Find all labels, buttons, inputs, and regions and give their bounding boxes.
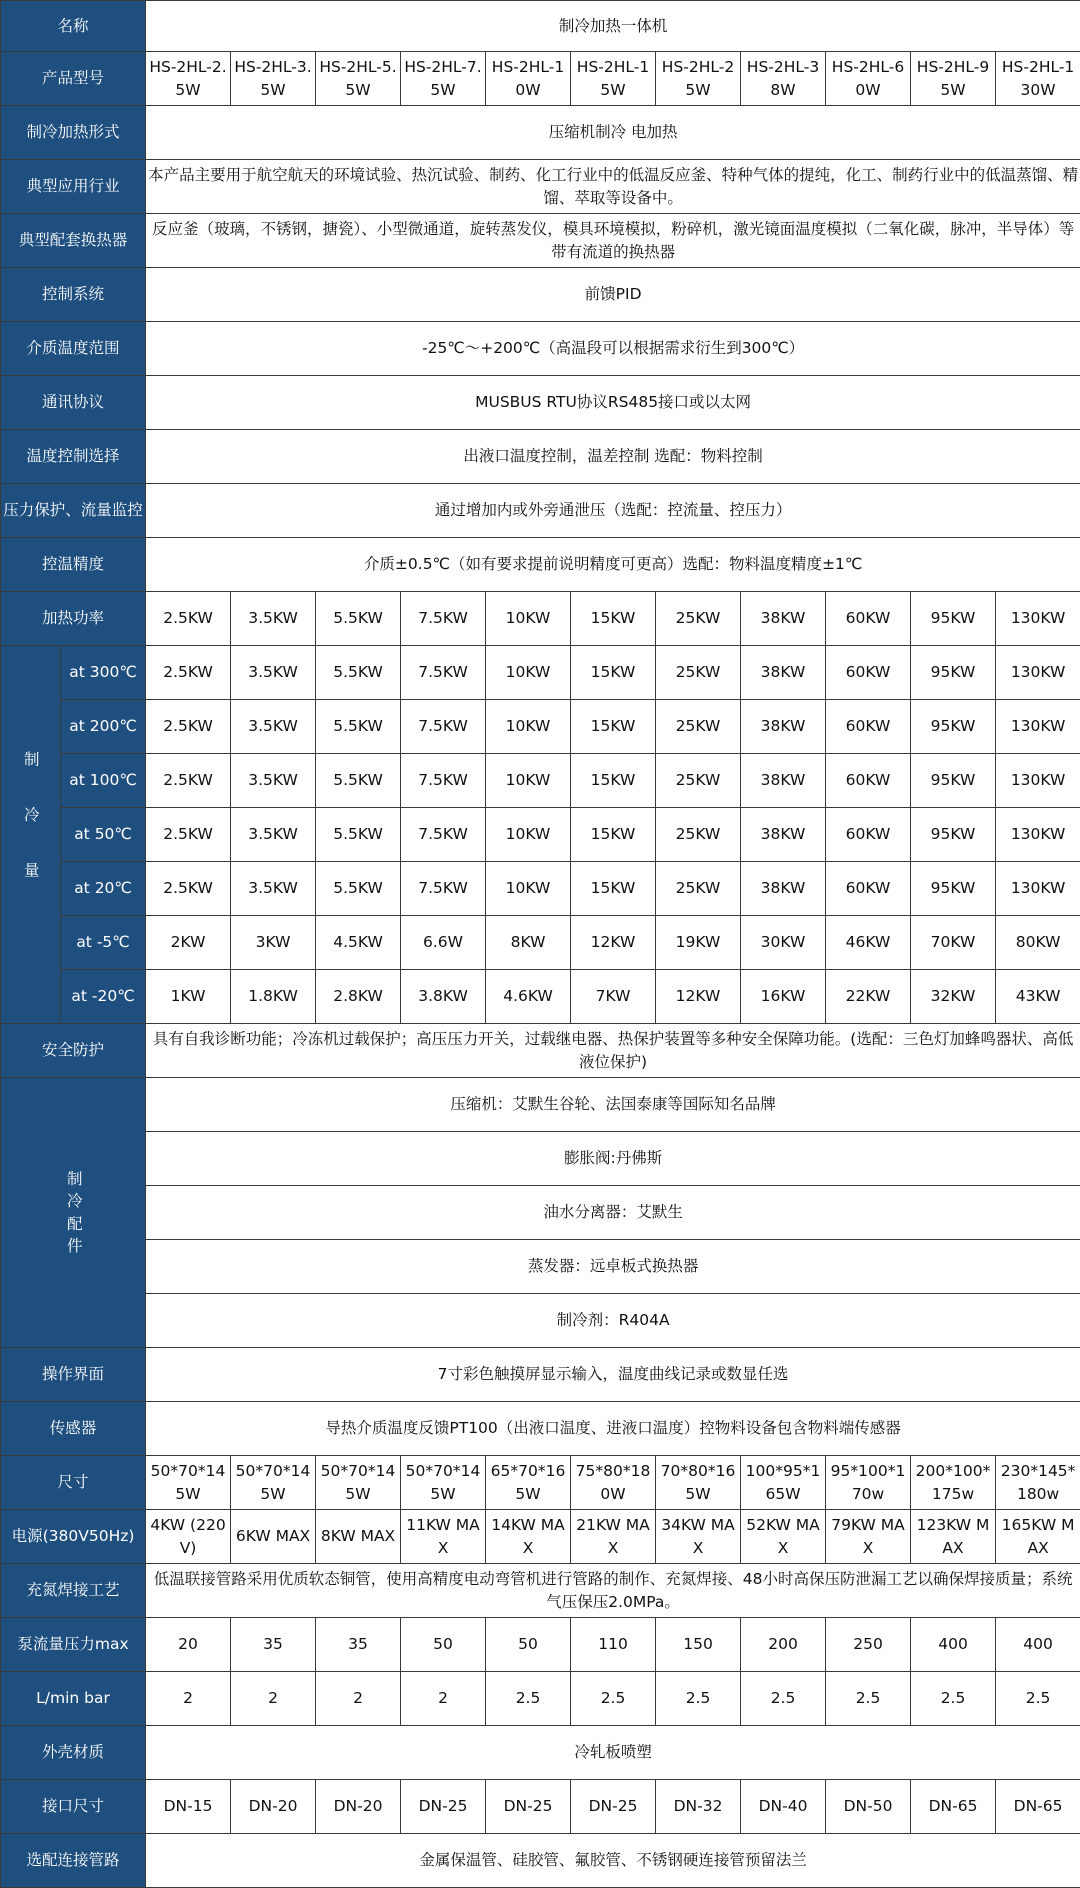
cooling-cell: 95KW	[911, 808, 996, 862]
power-cell: 8KW MAX	[316, 1510, 401, 1564]
cooling-cell: 10KW	[486, 808, 571, 862]
cooling-cell: 2.5KW	[146, 646, 231, 700]
cooling-cell: 15KW	[571, 646, 656, 700]
port-cell: DN-40	[741, 1780, 826, 1834]
cooling-cell: 25KW	[656, 862, 741, 916]
parts-item: 蒸发器：远卓板式换热器	[146, 1240, 1080, 1294]
exchanger-label: 典型配套换热器	[1, 214, 146, 268]
power-cell: 4KW (220V)	[146, 1510, 231, 1564]
pipe-value: 金属保温管、硅胶管、氟胶管、不锈钢硬连接管预留法兰	[146, 1834, 1080, 1888]
power-cell: 6KW MAX	[231, 1510, 316, 1564]
row-power	[1, 1510, 1080, 1564]
cooling-temp-label: at 50℃	[61, 808, 146, 862]
cooling-cell: 95KW	[911, 754, 996, 808]
cooling-cell: 32KW	[911, 970, 996, 1024]
cooling-cell: 5.5KW	[316, 754, 401, 808]
row-parts-4	[1, 1294, 1080, 1348]
model-cell: HS-2HL-7.5W	[401, 52, 486, 106]
pump_flow-cell: 400	[996, 1618, 1080, 1672]
heating-cell: 130KW	[996, 592, 1080, 646]
size-cell: 50*70*145W	[146, 1456, 231, 1510]
form-label: 制冷加热形式	[1, 106, 146, 160]
size-cell: 200*100*175w	[911, 1456, 996, 1510]
pump_pressure-cell: 2	[146, 1672, 231, 1726]
cooling-cell: 7.5KW	[401, 700, 486, 754]
safety-label: 安全防护	[1, 1024, 146, 1078]
pump_flow-cell: 35	[231, 1618, 316, 1672]
name-label: 名称	[1, 1, 146, 52]
model-cell: HS-2HL-60W	[826, 52, 911, 106]
cooling-cell: 25KW	[656, 754, 741, 808]
cooling-cell: 2.5KW	[146, 862, 231, 916]
cooling-cell: 19KW	[656, 916, 741, 970]
power-cell: 11KW MAX	[401, 1510, 486, 1564]
power-cell: 21KW MAX	[571, 1510, 656, 1564]
heating-cell: 60KW	[826, 592, 911, 646]
pump_pressure-label: L/min bar	[1, 1672, 146, 1726]
cooling-cell: 38KW	[741, 862, 826, 916]
cooling-cell: 38KW	[741, 808, 826, 862]
row-temp_select	[1, 430, 1080, 484]
power-cell: 165KW MAX	[996, 1510, 1080, 1564]
power-cell: 79KW MAX	[826, 1510, 911, 1564]
heating-cell: 2.5KW	[146, 592, 231, 646]
row-name	[1, 1, 1080, 52]
cooling-cell: 3.5KW	[231, 862, 316, 916]
row-form	[1, 106, 1080, 160]
port-cell: DN-15	[146, 1780, 231, 1834]
cooling-cell: 6.6W	[401, 916, 486, 970]
pump_pressure-cell: 2	[231, 1672, 316, 1726]
cooling-cell: 7.5KW	[401, 754, 486, 808]
size-cell: 50*70*145W	[316, 1456, 401, 1510]
port-cell: DN-65	[911, 1780, 996, 1834]
row-port	[1, 1780, 1080, 1834]
cooling-cell: 7.5KW	[401, 646, 486, 700]
model-label: 产品型号	[1, 52, 146, 106]
precision-value: 介质±0.5℃（如有要求提前说明精度可更高）选配：物料温度精度±1℃	[146, 538, 1080, 592]
pump_pressure-cell: 2.5	[911, 1672, 996, 1726]
model-cell: HS-2HL-38W	[741, 52, 826, 106]
parts-label: 制冷配件	[1, 1078, 146, 1348]
parts-item: 膨胀阀:丹佛斯	[146, 1132, 1080, 1186]
cooling-temp-label: at -20℃	[61, 970, 146, 1024]
cooling-cell: 1KW	[146, 970, 231, 1024]
model-cell: HS-2HL-5.5W	[316, 52, 401, 106]
pump_pressure-cell: 2.5	[741, 1672, 826, 1726]
row-parts-0	[1, 1078, 1080, 1132]
model-cell: HS-2HL-3.5W	[231, 52, 316, 106]
cooling-cell: 3.5KW	[231, 808, 316, 862]
power-cell: 52KW MAX	[741, 1510, 826, 1564]
model-cell: HS-2HL-130W	[996, 52, 1080, 106]
pump_flow-cell: 400	[911, 1618, 996, 1672]
temp_range-value: -25℃～+200℃（高温段可以根据需求衍生到300℃）	[146, 322, 1080, 376]
cooling-cell: 12KW	[656, 970, 741, 1024]
row-pressure	[1, 484, 1080, 538]
safety-value: 具有自我诊断功能；冷冻机过载保护；高压压力开关，过载继电器、热保护装置等多种安全保障功能。(选配：三色灯加蜂鸣器状、高低液位保护)	[146, 1024, 1080, 1078]
cooling-cell: 3.5KW	[231, 700, 316, 754]
cooling-cell: 60KW	[826, 700, 911, 754]
cooling-cell: 7.5KW	[401, 808, 486, 862]
cooling-cell: 60KW	[826, 862, 911, 916]
row-model	[1, 52, 1080, 106]
cooling-cell: 95KW	[911, 646, 996, 700]
row-temp_range	[1, 322, 1080, 376]
size-cell: 95*100*170w	[826, 1456, 911, 1510]
model-cell: HS-2HL-15W	[571, 52, 656, 106]
pump_pressure-cell: 2.5	[656, 1672, 741, 1726]
heating-cell: 10KW	[486, 592, 571, 646]
cooling-cell: 25KW	[656, 646, 741, 700]
parts-item: 制冷剂：R404A	[146, 1294, 1080, 1348]
form-value: 压缩机制冷 电加热	[146, 106, 1080, 160]
pipe-label: 选配连接管路	[1, 1834, 146, 1888]
cooling-cell: 3.5KW	[231, 646, 316, 700]
size-cell: 100*95*165W	[741, 1456, 826, 1510]
parts-item: 压缩机：艾默生谷轮、法国泰康等国际知名品牌	[146, 1078, 1080, 1132]
pump_flow-cell: 110	[571, 1618, 656, 1672]
shell-value: 冷轧板喷塑	[146, 1726, 1080, 1780]
cooling-cell: 5.5KW	[316, 646, 401, 700]
control-label: 控制系统	[1, 268, 146, 322]
cooling-cell: 3.8KW	[401, 970, 486, 1024]
pump_flow-cell: 200	[741, 1618, 826, 1672]
pump_flow-cell: 250	[826, 1618, 911, 1672]
port-cell: DN-65	[996, 1780, 1080, 1834]
row-cooling-4	[1, 862, 1080, 916]
row-pipe	[1, 1834, 1080, 1888]
size-cell: 50*70*145W	[231, 1456, 316, 1510]
row-precision	[1, 538, 1080, 592]
heating-cell: 25KW	[656, 592, 741, 646]
cooling-cell: 130KW	[996, 808, 1080, 862]
model-cell: HS-2HL-2.5W	[146, 52, 231, 106]
pressure-label: 压力保护、流量监控	[1, 484, 146, 538]
row-safety	[1, 1024, 1080, 1078]
power-cell: 123KW MAX	[911, 1510, 996, 1564]
cooling-cell: 25KW	[656, 808, 741, 862]
cooling-cell: 5.5KW	[316, 808, 401, 862]
cooling-cell: 2.5KW	[146, 700, 231, 754]
cooling-label: 制冷量	[1, 646, 61, 1024]
heating-cell: 95KW	[911, 592, 996, 646]
industry-label: 典型应用行业	[1, 160, 146, 214]
cooling-cell: 60KW	[826, 808, 911, 862]
cooling-cell: 95KW	[911, 862, 996, 916]
row-control	[1, 268, 1080, 322]
row-parts-1	[1, 1132, 1080, 1186]
row-sensor	[1, 1402, 1080, 1456]
name-value: 制冷加热一体机	[146, 1, 1080, 52]
model-cell: HS-2HL-25W	[656, 52, 741, 106]
pump_flow-cell: 50	[486, 1618, 571, 1672]
pump_pressure-cell: 2	[401, 1672, 486, 1726]
pump_flow-cell: 150	[656, 1618, 741, 1672]
pump_flow-cell: 50	[401, 1618, 486, 1672]
cooling-cell: 15KW	[571, 700, 656, 754]
cooling-temp-label: at 100℃	[61, 754, 146, 808]
cooling-temp-label: at 300℃	[61, 646, 146, 700]
pump_flow-cell: 35	[316, 1618, 401, 1672]
temp_select-label: 温度控制选择	[1, 430, 146, 484]
row-pump_pressure	[1, 1672, 1080, 1726]
heating-cell: 7.5KW	[401, 592, 486, 646]
cooling-cell: 2.8KW	[316, 970, 401, 1024]
row-size	[1, 1456, 1080, 1510]
cooling-cell: 38KW	[741, 754, 826, 808]
port-cell: DN-25	[486, 1780, 571, 1834]
cooling-cell: 70KW	[911, 916, 996, 970]
cooling-cell: 38KW	[741, 700, 826, 754]
sensor-label: 传感器	[1, 1402, 146, 1456]
cooling-cell: 5.5KW	[316, 700, 401, 754]
cooling-cell: 4.6KW	[486, 970, 571, 1024]
heating-cell: 38KW	[741, 592, 826, 646]
cooling-cell: 15KW	[571, 808, 656, 862]
pump_flow-label: 泵流量压力max	[1, 1618, 146, 1672]
cooling-cell: 22KW	[826, 970, 911, 1024]
size-cell: 50*70*145W	[401, 1456, 486, 1510]
port-cell: DN-20	[316, 1780, 401, 1834]
pump_flow-cell: 20	[146, 1618, 231, 1672]
temp_range-label: 介质温度范围	[1, 322, 146, 376]
cooling-cell: 4.5KW	[316, 916, 401, 970]
cooling-cell: 7KW	[571, 970, 656, 1024]
heating-label: 加热功率	[1, 592, 146, 646]
welding-label: 充氮焊接工艺	[1, 1564, 146, 1618]
cooling-cell: 30KW	[741, 916, 826, 970]
cooling-cell: 46KW	[826, 916, 911, 970]
model-cell: HS-2HL-10W	[486, 52, 571, 106]
cooling-temp-label: at 200℃	[61, 700, 146, 754]
protocol-label: 通讯协议	[1, 376, 146, 430]
cooling-cell: 2.5KW	[146, 808, 231, 862]
port-cell: DN-25	[571, 1780, 656, 1834]
cooling-cell: 8KW	[486, 916, 571, 970]
pump_pressure-cell: 2.5	[996, 1672, 1080, 1726]
cooling-cell: 3KW	[231, 916, 316, 970]
cooling-cell: 10KW	[486, 862, 571, 916]
row-parts-3	[1, 1240, 1080, 1294]
power-cell: 14KW MAX	[486, 1510, 571, 1564]
cooling-cell: 80KW	[996, 916, 1080, 970]
cooling-cell: 10KW	[486, 754, 571, 808]
row-industry	[1, 160, 1080, 214]
size-label: 尺寸	[1, 1456, 146, 1510]
row-cooling-6	[1, 970, 1080, 1024]
cooling-cell: 38KW	[741, 646, 826, 700]
row-cooling-2	[1, 754, 1080, 808]
cooling-cell: 2.5KW	[146, 754, 231, 808]
row-heating	[1, 592, 1080, 646]
row-cooling-5	[1, 916, 1080, 970]
model-cell: HS-2HL-95W	[911, 52, 996, 106]
parts-item: 油水分离器：艾默生	[146, 1186, 1080, 1240]
row-cooling-0	[1, 646, 1080, 700]
cooling-cell: 43KW	[996, 970, 1080, 1024]
row-protocol	[1, 376, 1080, 430]
cooling-cell: 130KW	[996, 646, 1080, 700]
heating-cell: 15KW	[571, 592, 656, 646]
cooling-cell: 95KW	[911, 700, 996, 754]
heating-cell: 3.5KW	[231, 592, 316, 646]
row-welding	[1, 1564, 1080, 1618]
port-cell: DN-20	[231, 1780, 316, 1834]
cooling-cell: 60KW	[826, 646, 911, 700]
row-parts-2	[1, 1186, 1080, 1240]
cooling-cell: 130KW	[996, 754, 1080, 808]
cooling-temp-label: at -5℃	[61, 916, 146, 970]
size-cell: 230*145*180w	[996, 1456, 1080, 1510]
pump_pressure-cell: 2	[316, 1672, 401, 1726]
spec-table-body	[1, 1, 1080, 1888]
cooling-cell: 10KW	[486, 700, 571, 754]
pump_pressure-cell: 2.5	[826, 1672, 911, 1726]
port-cell: DN-32	[656, 1780, 741, 1834]
port-label: 接口尺寸	[1, 1780, 146, 1834]
cooling-cell: 3.5KW	[231, 754, 316, 808]
row-pump_flow	[1, 1618, 1080, 1672]
ui-value: 7寸彩色触摸屏显示输入，温度曲线记录或数显任选	[146, 1348, 1080, 1402]
pump_pressure-cell: 2.5	[571, 1672, 656, 1726]
row-ui	[1, 1348, 1080, 1402]
port-cell: DN-50	[826, 1780, 911, 1834]
cooling-cell: 60KW	[826, 754, 911, 808]
size-cell: 75*80*180W	[571, 1456, 656, 1510]
control-value: 前馈PID	[146, 268, 1080, 322]
cooling-cell: 7.5KW	[401, 862, 486, 916]
cooling-cell: 25KW	[656, 700, 741, 754]
welding-value: 低温联接管路采用优质软态铜管，使用高精度电动弯管机进行管路的制作、充氮焊接、48小时高保压防泄漏工艺以确保焊接质量；系统气压保压2.0MPa。	[146, 1564, 1080, 1618]
port-cell: DN-25	[401, 1780, 486, 1834]
industry-value: 本产品主要用于航空航天的环境试验、热沉试验、制药、化工行业中的低温反应釜、特种气体的提纯，化工、制药行业中的低温蒸馏、精馏、萃取等设备中。	[146, 160, 1080, 214]
row-cooling-3	[1, 808, 1080, 862]
cooling-cell: 16KW	[741, 970, 826, 1024]
temp_select-value: 出液口温度控制，温差控制 选配：物料控制	[146, 430, 1080, 484]
cooling-cell: 12KW	[571, 916, 656, 970]
cooling-cell: 10KW	[486, 646, 571, 700]
cooling-cell: 130KW	[996, 700, 1080, 754]
pump_pressure-cell: 2.5	[486, 1672, 571, 1726]
cooling-temp-label: at 20℃	[61, 862, 146, 916]
ui-label: 操作界面	[1, 1348, 146, 1402]
cooling-cell: 2KW	[146, 916, 231, 970]
row-exchanger	[1, 214, 1080, 268]
row-shell	[1, 1726, 1080, 1780]
sensor-value: 导热介质温度反馈PT100（出液口温度、进液口温度）控物料设备包含物料端传感器	[146, 1402, 1080, 1456]
row-cooling-1	[1, 700, 1080, 754]
size-cell: 65*70*165W	[486, 1456, 571, 1510]
precision-label: 控温精度	[1, 538, 146, 592]
exchanger-value: 反应釜（玻璃，不锈钢，搪瓷）、小型微通道，旋转蒸发仪，模具环境模拟，粉碎机，激光镜面温度模拟（二氧化碳，脉冲，半导体）等带有流道的换热器	[146, 214, 1080, 268]
cooling-cell: 130KW	[996, 862, 1080, 916]
cooling-cell: 15KW	[571, 754, 656, 808]
cooling-cell: 15KW	[571, 862, 656, 916]
power-label: 电源(380V50Hz)	[1, 1510, 146, 1564]
power-cell: 34KW MAX	[656, 1510, 741, 1564]
size-cell: 70*80*165W	[656, 1456, 741, 1510]
pressure-value: 通过增加内或外旁通泄压（选配：控流量、控压力）	[146, 484, 1080, 538]
cooling-cell: 1.8KW	[231, 970, 316, 1024]
cooling-cell: 5.5KW	[316, 862, 401, 916]
shell-label: 外壳材质	[1, 1726, 146, 1780]
protocol-value: MUSBUS RTU协议RS485接口或以太网	[146, 376, 1080, 430]
heating-cell: 5.5KW	[316, 592, 401, 646]
